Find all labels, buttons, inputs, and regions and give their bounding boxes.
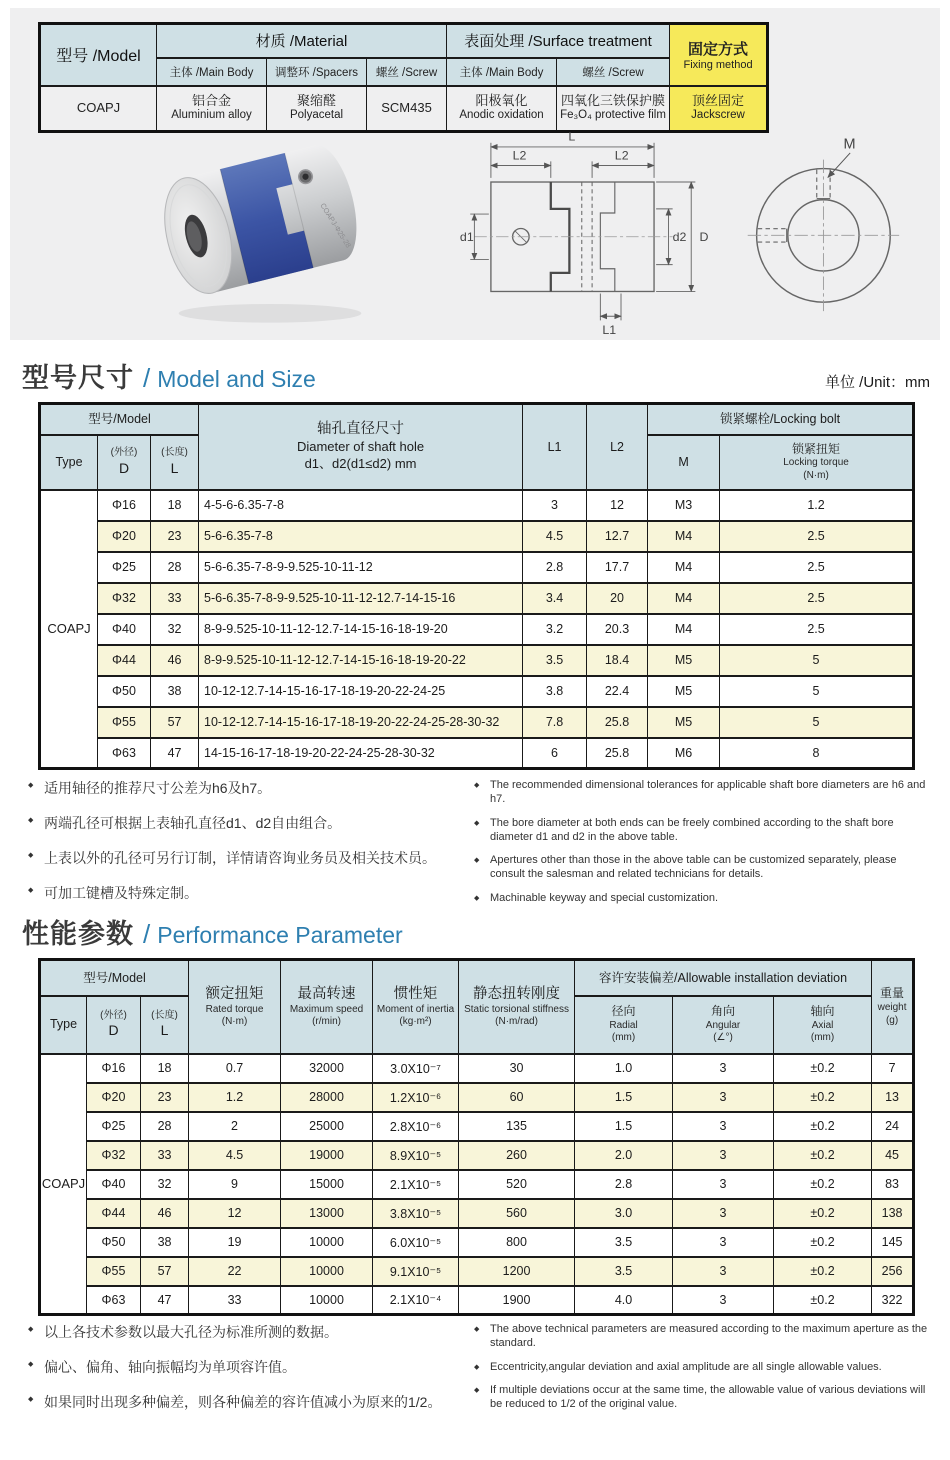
perf-hdr-stiffness: 静态扭转刚度 Static torsional stiffness (N·m/rad)	[459, 960, 575, 1054]
perf-hdr-radial: 径向 Radial (mm)	[575, 996, 673, 1054]
table-cell: 2.5	[720, 583, 914, 614]
table-row	[40, 738, 914, 769]
dim-label-L: L	[568, 129, 576, 144]
table-cell: 38	[151, 676, 199, 707]
table-cell: ±0.2	[774, 1112, 872, 1141]
table-cell: Φ40	[98, 614, 151, 645]
type-cell: COAPJ	[40, 1054, 87, 1315]
table-cell: 3	[673, 1141, 774, 1170]
table-cell: 10-12-12.7-14-15-16-17-18-19-20-22-24-25	[199, 676, 523, 707]
table-cell: 3.4	[523, 583, 587, 614]
spec-col-main-body: 主体 /Main Body	[157, 58, 267, 86]
table-cell: 2.8	[523, 552, 587, 583]
table-cell: 7	[872, 1054, 914, 1083]
table-cell: 10000	[281, 1228, 373, 1257]
dimension-drawing-side	[458, 118, 720, 340]
table-row	[40, 490, 914, 521]
table-cell: 3.8	[523, 676, 587, 707]
table-cell: 83	[872, 1170, 914, 1199]
table-cell: 12.7	[587, 521, 648, 552]
table-cell: 10000	[281, 1257, 373, 1286]
table-cell: 14-15-16-17-18-19-20-22-24-25-28-30-32	[199, 738, 523, 769]
table-cell: Φ25	[87, 1112, 141, 1141]
size-table	[38, 402, 915, 770]
perf-hdr-weight: 重量 weight (g)	[872, 960, 914, 1054]
table-cell: 3.5	[523, 645, 587, 676]
table-cell: 3.0X10⁻⁷	[373, 1054, 459, 1083]
table-cell: ±0.2	[774, 1257, 872, 1286]
table-cell: Φ40	[87, 1170, 141, 1199]
table-cell: 60	[459, 1083, 575, 1112]
table-cell: 1.2	[189, 1083, 281, 1112]
size-section-head	[22, 356, 930, 395]
table-cell: 6	[523, 738, 587, 769]
table-cell: 6.0X10⁻⁵	[373, 1228, 459, 1257]
table-cell: 3	[673, 1257, 774, 1286]
table-row	[40, 676, 914, 707]
table-cell: 45	[872, 1141, 914, 1170]
table-cell: 0.7	[189, 1054, 281, 1083]
table-cell: 25.8	[587, 738, 648, 769]
table-cell: 19000	[281, 1141, 373, 1170]
table-row	[40, 1199, 914, 1228]
table-cell: 12	[189, 1199, 281, 1228]
table-cell: 28	[151, 552, 199, 583]
table-cell: 13	[872, 1083, 914, 1112]
dim-label-D: D	[699, 229, 709, 244]
table-cell: ±0.2	[774, 1170, 872, 1199]
spec-col-screw: 螺丝 /Screw	[367, 58, 447, 86]
table-cell: 32	[151, 614, 199, 645]
table-cell: 20	[587, 583, 648, 614]
table-cell: M4	[648, 521, 720, 552]
perf-hdr-l: (长度) L	[141, 996, 189, 1054]
table-cell: M3	[648, 490, 720, 521]
photo-shadow	[179, 304, 362, 323]
table-cell: ±0.2	[774, 1083, 872, 1112]
table-cell: 520	[459, 1170, 575, 1199]
table-cell: 1900	[459, 1286, 575, 1315]
table-cell: 9	[189, 1170, 281, 1199]
table-row	[40, 552, 914, 583]
table-cell: 3	[673, 1054, 774, 1083]
table-cell: Φ50	[87, 1228, 141, 1257]
table-row	[40, 1286, 914, 1315]
table-cell: Φ63	[87, 1286, 141, 1315]
size-title-zh: 型号尺寸	[22, 363, 134, 393]
table-cell: 3	[673, 1112, 774, 1141]
note-item: ◆ 适用轴径的推荐尺寸公差为h6及h7。	[28, 778, 460, 798]
table-cell: 28	[141, 1112, 189, 1141]
type-cell: COAPJ	[40, 490, 98, 769]
note-item: ◆ 可加工键槽及特殊定制。	[28, 883, 460, 903]
table-cell: 10000	[281, 1286, 373, 1315]
spec-value-surface-screw: 四氧化三铁保护膜 Fe₃O₄ protective film	[557, 86, 670, 132]
table-cell: 1200	[459, 1257, 575, 1286]
size-hdr-l: (长度) L	[151, 435, 199, 490]
spec-col-surface-main: 主体 /Main Body	[447, 58, 557, 86]
table-cell: 12	[587, 490, 648, 521]
table-row	[40, 521, 914, 552]
table-cell: 2	[189, 1112, 281, 1141]
table-cell: M4	[648, 583, 720, 614]
performance-table	[38, 958, 915, 1316]
spec-value-surface-main: 阳极氧化 Anodic oxidation	[447, 86, 557, 132]
table-cell: 5-6-6.35-7-8-9-9.525-10-11-12	[199, 552, 523, 583]
size-hdr-model-group: 型号/Model	[40, 404, 199, 435]
table-cell: ±0.2	[774, 1228, 872, 1257]
table-cell: 25000	[281, 1112, 373, 1141]
table-cell: Φ50	[98, 676, 151, 707]
note-item: ◆ If multiple deviations occur at the same time, the allowable value of various deviations will be reduced to 1/2 of the original value.	[474, 1383, 930, 1412]
table-cell: 4-5-6-6.35-7-8	[199, 490, 523, 521]
table-cell: Φ44	[87, 1199, 141, 1228]
table-cell: 57	[141, 1257, 189, 1286]
dim-label-M: M	[843, 136, 856, 153]
dimension-labels	[460, 130, 709, 337]
table-cell: 1.5	[575, 1083, 673, 1112]
table-cell: 20.3	[587, 614, 648, 645]
table-cell: Φ32	[98, 583, 151, 614]
table-cell: 5-6-6.35-7-8-9-9.525-10-11-12-12.7-14-15-16	[199, 583, 523, 614]
table-cell: 46	[151, 645, 199, 676]
spec-value-screw: SCM435	[367, 86, 447, 132]
perf-notes-zh	[28, 1322, 460, 1427]
spec-value-fixing: 顶丝固定 Jackscrew	[670, 86, 768, 132]
table-cell: Φ20	[98, 521, 151, 552]
table-cell: 18	[151, 490, 199, 521]
dim-label-d1: d1	[459, 229, 474, 244]
size-hdr-d: (外径) D	[98, 435, 151, 490]
table-cell: 15000	[281, 1170, 373, 1199]
table-cell: 3.0	[575, 1199, 673, 1228]
product-photo	[130, 114, 410, 332]
size-hdr-torque: 锁紧扭矩 Locking torque (N·m)	[720, 435, 914, 490]
table-cell: 2.5	[720, 614, 914, 645]
table-cell: 5	[720, 707, 914, 738]
table-cell: 3	[523, 490, 587, 521]
table-row	[40, 707, 914, 738]
dim-label-L2-right: L2	[614, 148, 629, 163]
table-cell: 33	[151, 583, 199, 614]
dimension-lines	[470, 143, 695, 321]
table-cell: 3	[673, 1083, 774, 1112]
table-cell: 256	[872, 1257, 914, 1286]
table-cell: 3	[673, 1170, 774, 1199]
note-item: ◆ 如果同时出现多种偏差，则各种偏差的容许值减小为原来的1/2。	[28, 1392, 460, 1412]
table-cell: 2.0	[575, 1141, 673, 1170]
engraving-label: COAPJ-Φ25-28	[318, 201, 354, 250]
perf-title-zh: 性能参数	[22, 919, 134, 949]
size-hdr-l1: L1	[523, 404, 587, 490]
note-item: ◆ Machinable keyway and special customization.	[474, 891, 930, 905]
table-cell: 1.2	[720, 490, 914, 521]
table-cell: Φ55	[98, 707, 151, 738]
table-cell: 24	[872, 1112, 914, 1141]
top-panel	[10, 8, 940, 340]
table-cell: 22	[189, 1257, 281, 1286]
spec-col-spacers: 调整环 /Spacers	[267, 58, 367, 86]
perf-section-head	[22, 912, 930, 951]
spec-fixing-header	[670, 24, 768, 86]
size-hdr-m: M	[648, 435, 720, 490]
spec-surface-header: 表面处理 /Surface treatment	[447, 24, 670, 58]
note-item: ◆ The above technical parameters are measured according to the maximum aperture as the standard.	[474, 1322, 930, 1351]
table-cell: 2.1X10⁻⁴	[373, 1286, 459, 1315]
hidden-screw-holes	[758, 170, 830, 242]
table-cell: 260	[459, 1141, 575, 1170]
table-row	[40, 1257, 914, 1286]
table-cell: 3	[673, 1286, 774, 1315]
table-cell: Φ16	[87, 1054, 141, 1083]
table-cell: 18	[141, 1054, 189, 1083]
note-item: ◆ The recommended dimensional tolerances for applicable shaft bore diameters are h6 and h7.	[474, 778, 930, 807]
table-cell: 2.5	[720, 521, 914, 552]
table-cell: Φ16	[98, 490, 151, 521]
perf-hdr-rated-torque: 额定扭矩 Rated torque (N·m)	[189, 960, 281, 1054]
table-cell: 8-9-9.525-10-11-12-12.7-14-15-16-18-19-20-22	[199, 645, 523, 676]
table-cell: 13000	[281, 1199, 373, 1228]
table-cell: 9.1X10⁻⁵	[373, 1257, 459, 1286]
spec-value-spacers: 聚缩醛 Polyacetal	[267, 86, 367, 132]
table-cell: 38	[141, 1228, 189, 1257]
table-cell: 28000	[281, 1083, 373, 1112]
table-cell: Φ44	[98, 645, 151, 676]
note-item: ◆ The bore diameter at both ends can be freely combined according to the shaft bore diameter d1 and d2 in the above table.	[474, 816, 930, 845]
table-cell: 3.2	[523, 614, 587, 645]
table-cell: M4	[648, 552, 720, 583]
unit-label: 单位 /Unit：mm	[824, 374, 930, 391]
table-cell: 322	[872, 1286, 914, 1315]
table-cell: ±0.2	[774, 1286, 872, 1315]
table-cell: Φ25	[98, 552, 151, 583]
table-cell: 2.8X10⁻⁶	[373, 1112, 459, 1141]
perf-hdr-axial: 轴向 Axial (mm)	[774, 996, 872, 1054]
perf-notes-en	[460, 1322, 930, 1427]
table-cell: 8	[720, 738, 914, 769]
table-cell: 800	[459, 1228, 575, 1257]
table-cell: 3.8X10⁻⁵	[373, 1199, 459, 1228]
perf-title-separator: /	[143, 919, 151, 949]
table-cell: 17.7	[587, 552, 648, 583]
size-hdr-locking-group: 锁紧螺栓/Locking bolt	[648, 404, 914, 435]
table-cell: 32	[141, 1170, 189, 1199]
table-cell: 32000	[281, 1054, 373, 1083]
perf-notes	[28, 1322, 930, 1427]
size-hdr-l2: L2	[587, 404, 648, 490]
table-cell: 4.0	[575, 1286, 673, 1315]
table-cell: M5	[648, 707, 720, 738]
size-table-body	[40, 490, 914, 769]
table-cell: 46	[141, 1199, 189, 1228]
spec-col-surface-screw: 螺丝 /Screw	[557, 58, 670, 86]
table-cell: 3	[673, 1228, 774, 1257]
table-cell: 3	[673, 1199, 774, 1228]
table-cell: 22.4	[587, 676, 648, 707]
table-cell: 135	[459, 1112, 575, 1141]
note-item: ◆ Apertures other than those in the above table can be customized separately, please consult the salesman and related technicians for details.	[474, 853, 930, 882]
table-cell: M5	[648, 645, 720, 676]
table-cell: 145	[872, 1228, 914, 1257]
table-cell: Φ20	[87, 1083, 141, 1112]
table-row	[40, 1054, 914, 1083]
table-cell: 33	[189, 1286, 281, 1315]
table-cell: 8-9-9.525-10-11-12-12.7-14-15-16-18-19-20	[199, 614, 523, 645]
perf-hdr-angular: 角向 Angular (∠°)	[673, 996, 774, 1054]
table-cell: 4.5	[523, 521, 587, 552]
fixing-header-en: Fixing method	[683, 59, 753, 72]
table-cell: M6	[648, 738, 720, 769]
table-row	[40, 614, 914, 645]
table-cell: Φ55	[87, 1257, 141, 1286]
table-cell: 23	[151, 521, 199, 552]
table-cell: 2.8	[575, 1170, 673, 1199]
note-item: ◆ 两端孔径可根据上表轴孔直径d1、d2自由组合。	[28, 813, 460, 833]
table-row	[40, 1083, 914, 1112]
table-cell: 33	[141, 1141, 189, 1170]
table-cell: 1.0	[575, 1054, 673, 1083]
table-cell: 8.9X10⁻⁵	[373, 1141, 459, 1170]
perf-hdr-inertia: 惯性矩 Moment of inertia (kg·m²)	[373, 960, 459, 1054]
table-cell: 560	[459, 1199, 575, 1228]
table-cell: 1.5	[575, 1112, 673, 1141]
table-cell: Φ32	[87, 1141, 141, 1170]
table-cell: 23	[141, 1083, 189, 1112]
table-cell: 47	[141, 1286, 189, 1315]
table-row	[40, 1141, 914, 1170]
perf-hdr-deviation-group: 容许安装偏差/Allowable installation deviation	[575, 960, 872, 996]
table-cell: 3.5	[575, 1257, 673, 1286]
table-cell: 5	[720, 645, 914, 676]
table-cell: ±0.2	[774, 1141, 872, 1170]
table-cell: 2.1X10⁻⁵	[373, 1170, 459, 1199]
table-row	[40, 1112, 914, 1141]
spec-value-main-body: 铝合金 Aluminium alloy	[157, 86, 267, 132]
perf-title-en: Performance Parameter	[157, 922, 403, 948]
size-title-en: Model and Size	[157, 366, 316, 392]
table-cell: 7.8	[523, 707, 587, 738]
size-title-separator: /	[143, 363, 151, 393]
size-notes-en	[460, 778, 930, 918]
table-cell: 10-12-12.7-14-15-16-17-18-19-20-22-24-25-28-30-32	[199, 707, 523, 738]
perf-hdr-model-group: 型号/Model	[40, 960, 189, 996]
dim-label-L2-left: L2	[512, 148, 527, 163]
note-item: ◆ Eccentricity,angular deviation and axial amplitude are all single allowable values.	[474, 1360, 930, 1374]
table-cell: 57	[151, 707, 199, 738]
size-notes	[28, 778, 930, 918]
table-row	[40, 645, 914, 676]
table-cell: 19	[189, 1228, 281, 1257]
note-item: ◆ 以上各技术参数以最大孔径为标准所测的数据。	[28, 1322, 460, 1342]
size-hdr-shaft-hole: 轴孔直径尺寸 Diameter of shaft hole d1、d2(d1≤d2) mm	[199, 404, 523, 490]
dimension-drawing-end	[726, 124, 932, 330]
table-cell: 5	[720, 676, 914, 707]
perf-hdr-d: (外径) D	[87, 996, 141, 1054]
table-cell: 3.5	[575, 1228, 673, 1257]
table-cell: 2.5	[720, 552, 914, 583]
size-hdr-type: Type	[40, 435, 98, 490]
table-cell: M5	[648, 676, 720, 707]
table-cell: M4	[648, 614, 720, 645]
size-notes-zh	[28, 778, 460, 918]
spec-value-model: COAPJ	[40, 86, 157, 132]
note-item: ◆ 偏心、偏角、轴向振幅均为单项容许值。	[28, 1357, 460, 1377]
note-item: ◆ 上表以外的孔径可另行订制，详情请咨询业务员及相关技术员。	[28, 848, 460, 868]
table-cell: ±0.2	[774, 1199, 872, 1228]
table-cell: ±0.2	[774, 1054, 872, 1083]
table-cell: 47	[151, 738, 199, 769]
fixing-header-zh: 固定方式	[688, 41, 749, 59]
table-cell: Φ63	[98, 738, 151, 769]
table-cell: 1.2X10⁻⁶	[373, 1083, 459, 1112]
perf-table-body	[40, 1054, 914, 1315]
table-cell: 5-6-6.35-7-8	[199, 521, 523, 552]
table-cell: 138	[872, 1199, 914, 1228]
table-cell: 25.8	[587, 707, 648, 738]
perf-hdr-max-speed: 最高转速 Maximum speed (r/min)	[281, 960, 373, 1054]
table-row	[40, 1170, 914, 1199]
spec-material-header: 材质 /Material	[157, 24, 447, 58]
table-row	[40, 583, 914, 614]
dim-label-d2: d2	[672, 229, 687, 244]
spec-model-header: 型号 /Model	[40, 24, 157, 86]
table-cell: 30	[459, 1054, 575, 1083]
perf-hdr-type: Type	[40, 996, 87, 1054]
table-cell: 4.5	[189, 1141, 281, 1170]
table-row	[40, 1228, 914, 1257]
table-cell: 18.4	[587, 645, 648, 676]
dim-label-L1: L1	[602, 322, 617, 337]
